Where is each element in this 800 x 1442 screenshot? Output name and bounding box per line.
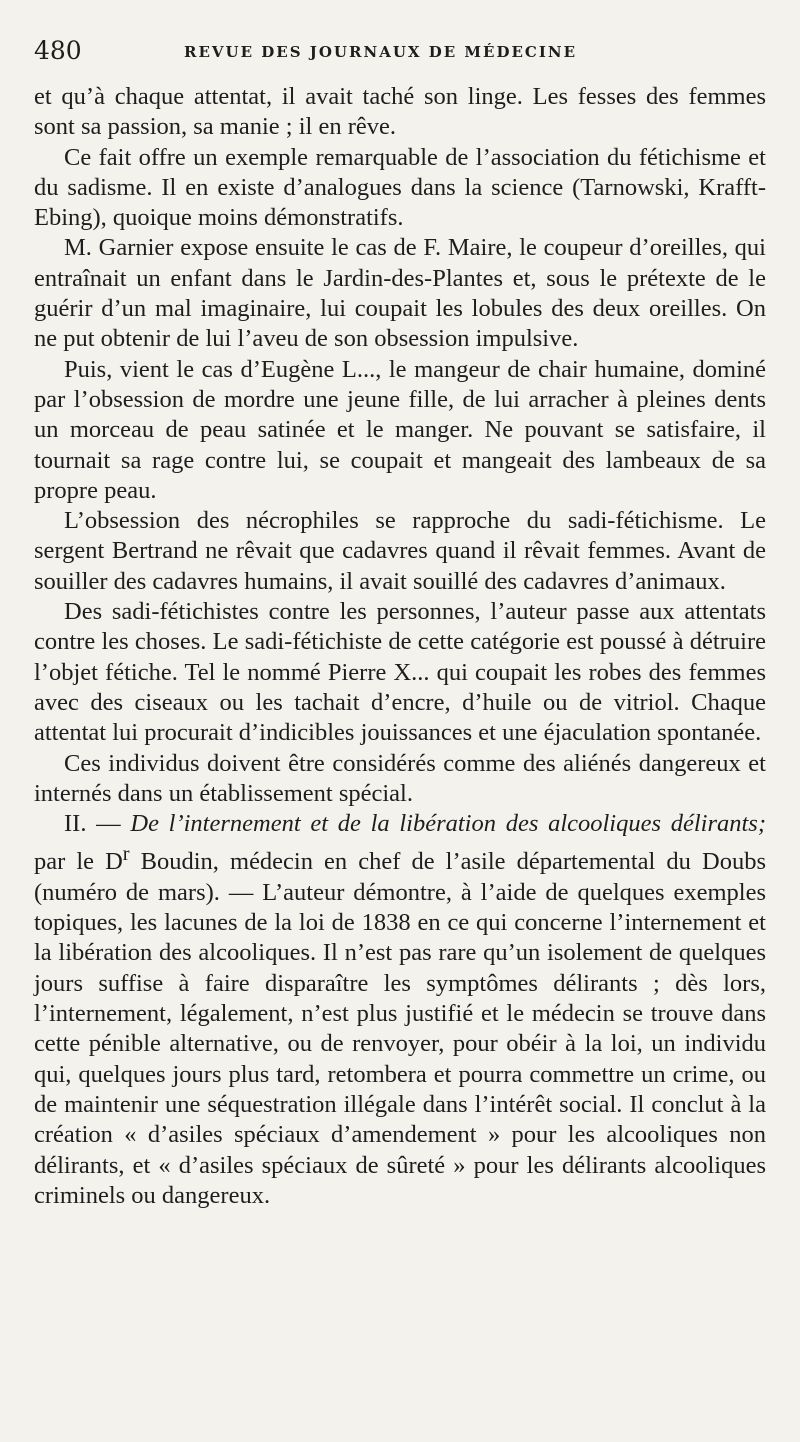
section-ii-paragraph (34, 809, 766, 1211)
paragraph-2: Ce fait offre un exemple remarquable de l’association du fétichisme et du sadisme. Il en existe d’analogues dans la science (Tarnowski, Krafft-Ebing), quoique moins démonstratifs. (34, 143, 766, 232)
section-ii-body: Boudin, médecin en chef de l’asile départemental du Doubs (numéro de mars). — L’auteur démontre, à l’aide de quelques exemples topiques, les lacunes de la loi de 1838 en ce qui concerne l’internement et la libération des alcooliques. Il n’est pas rare qu’un isolement de quelques jours suffise à faire disparaître les symptômes délirants ; dès lors, l’internement, légalement, n’est plus justifié et le médecin se trouve dans cette pénible alternative, ou de renvoyer, pour obéir à la loi, un individu qui, quelques jours plus tard, retombera et pourra commettre un crime, ou de maintenir une séquestration illégale dans l’intérêt social. Il conclut à la création « d’asiles spéciaux d’amendement » pour les alcooliques non délirants, et « d’asiles spéciaux de sûreté » pour les délirants alcooliques criminels ou dangereux. (34, 848, 766, 1209)
section-ii-author-lead: par le D (34, 848, 123, 876)
page-header (34, 36, 766, 78)
paragraph-5: L’obsession des nécrophiles se rapproche du sadi-fétichisme. Le sergent Bertrand ne rêvait que cadavres quand il rêvait femmes. Avant de souiller des cadavres humains, il avait souillé des cadavres d’animaux. (34, 507, 766, 595)
paragraph-7: Ces individus doivent être considérés comme des aliénés dangereux et internés dans un établissement spécial. (34, 749, 766, 807)
body-text (34, 82, 766, 1211)
section-ii-author-superscript: r (122, 843, 130, 866)
section-ii-title: De l’internement et de la libération des alcooliques délirants; (130, 810, 766, 838)
paragraph-1: et qu’à chaque attentat, il avait taché son linge. Les fesses des femmes sont sa passion, sa manie ; il en rêve. (34, 83, 766, 141)
section-ii-number: II. — (64, 810, 131, 838)
paragraph-3: M. Garnier expose ensuite le cas de F. Maire, le coupeur d’oreilles, qui entraînait un enfant dans le Jardin-des-Plantes et, sous le prétexte de le guérir d’un mal imaginaire, lui coupait les lobules des deux oreilles. On ne put obtenir de lui l’aveu de son obsession impulsive. (34, 234, 766, 353)
paragraph-6: Des sadi-fétichistes contre les personnes, l’auteur passe aux attentats contre les choses. Le sadi-fétichiste de cette catégorie est poussé à détruire l’objet fétiche. Tel le nommé Pierre X... qui coupait les robes des femmes avec des ciseaux ou les tachait d’encre, d’huile ou de vitriol. Chaque attentat lui procurait d’indicibles jouissances et une éjaculation spontanée. (34, 598, 766, 747)
page-number: 480 (34, 36, 82, 65)
paragraph-4: Puis, vient le cas d’Eugène L..., le mangeur de chair humaine, dominé par l’obsession de mordre une jeune fille, de lui arracher à pleines dents un morceau de peau satinée et le manger. Ne pouvant se satisfaire, il tournait sa rage contre lui, se coupait et mangeait des lambeaux de sa propre peau. (34, 355, 766, 504)
running-title: REVUE DES JOURNAUX DE MÉDECINE (184, 43, 578, 61)
